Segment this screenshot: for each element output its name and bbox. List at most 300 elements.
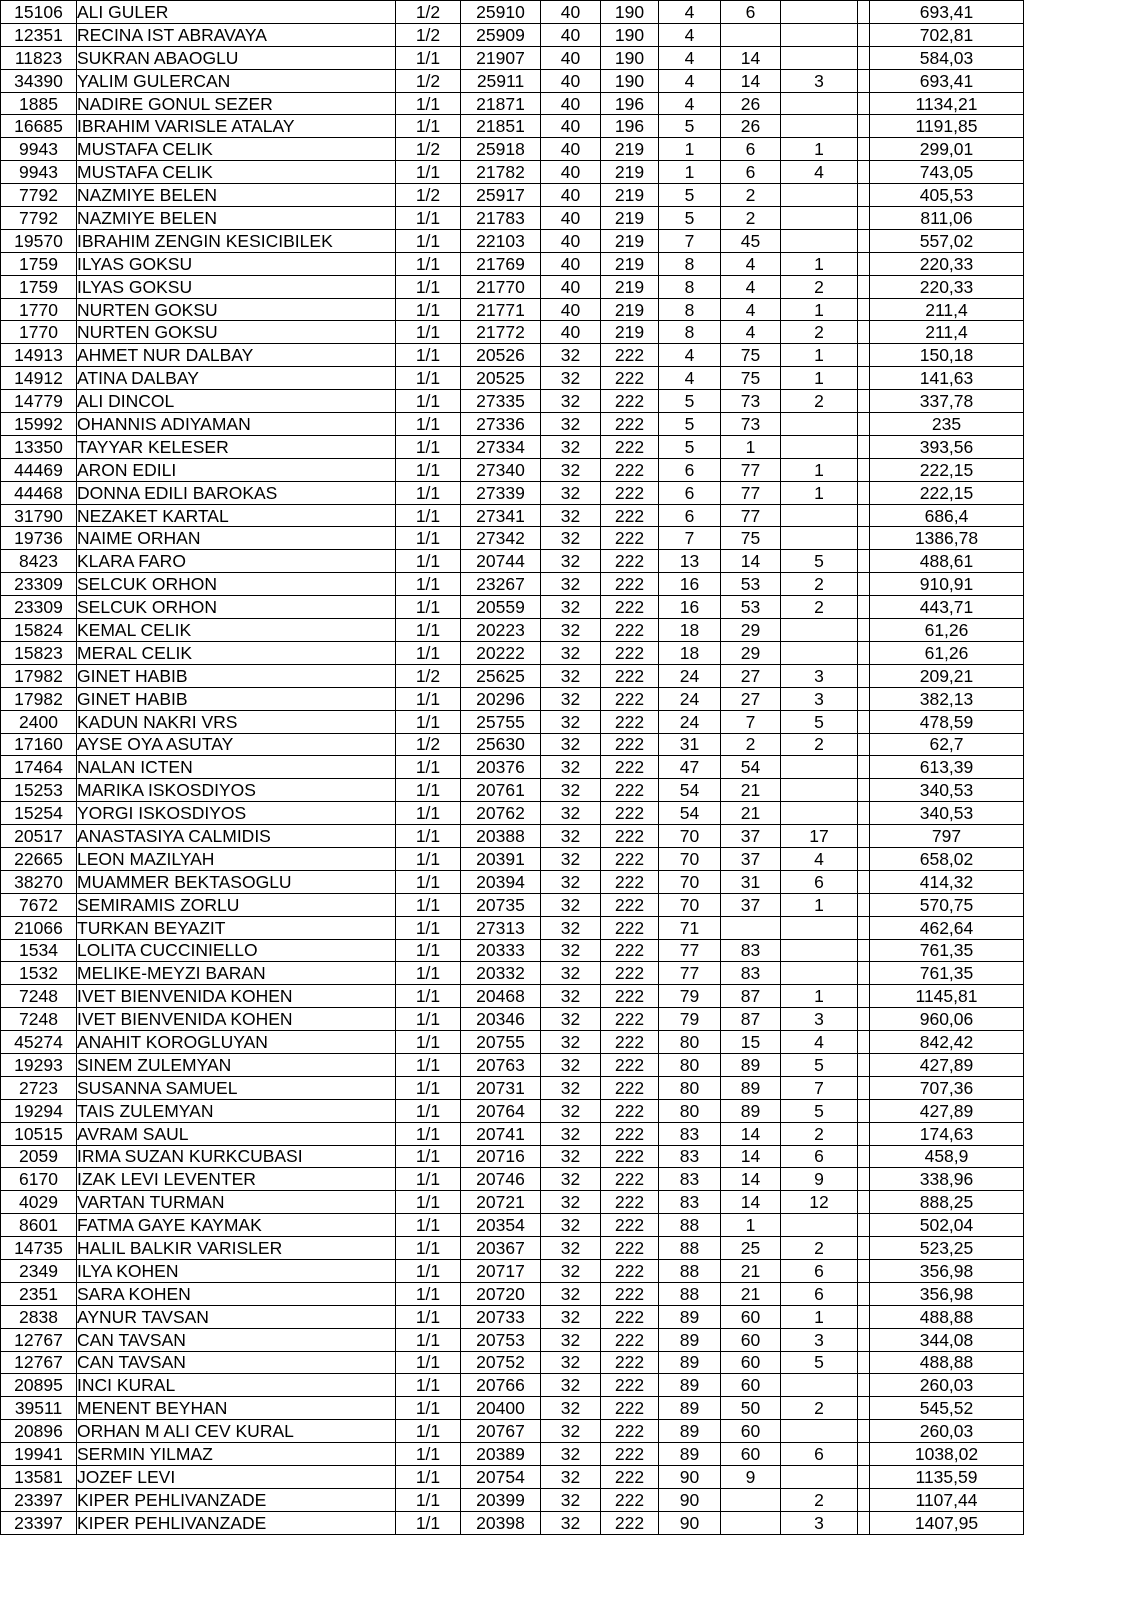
- code-b-cell: 219: [601, 207, 659, 230]
- table-row: [1, 641, 1024, 664]
- code-d-cell: 53: [721, 596, 781, 619]
- code-e-cell: [781, 641, 858, 664]
- code-d-cell: 89: [721, 1076, 781, 1099]
- code-e-cell: 2: [781, 390, 858, 413]
- code-a-cell: 32: [541, 573, 601, 596]
- code-c-cell: 77: [659, 939, 721, 962]
- spacer-cell: [858, 1168, 870, 1191]
- code-c-cell: 70: [659, 847, 721, 870]
- spacer-cell: [858, 344, 870, 367]
- spacer-cell: [858, 596, 870, 619]
- code-b-cell: 222: [601, 939, 659, 962]
- spacer-cell: [858, 1076, 870, 1099]
- code-a-cell: 32: [541, 1511, 601, 1534]
- table-row: [1, 870, 1024, 893]
- code-d-cell: 27: [721, 687, 781, 710]
- code-e-cell: 6: [781, 1259, 858, 1282]
- code-b-cell: 222: [601, 1259, 659, 1282]
- code-e-cell: 1: [781, 367, 858, 390]
- document-no-cell: 20721: [461, 1191, 541, 1214]
- code-d-cell: 9: [721, 1466, 781, 1489]
- name-cell: LOLITA CUCCINIELLO: [77, 939, 396, 962]
- name-cell: ORHAN M ALI CEV KURAL: [77, 1420, 396, 1443]
- code-a-cell: 32: [541, 550, 601, 573]
- document-no-cell: 27313: [461, 916, 541, 939]
- share-cell: 1/2: [396, 184, 461, 207]
- code-a-cell: 32: [541, 802, 601, 825]
- document-no-cell: 20720: [461, 1282, 541, 1305]
- code-d-cell: 37: [721, 825, 781, 848]
- code-a-cell: 32: [541, 710, 601, 733]
- code-e-cell: [781, 1214, 858, 1237]
- code-d-cell: 77: [721, 458, 781, 481]
- code-e-cell: 3: [781, 1511, 858, 1534]
- record-id-cell: 19293: [1, 1053, 77, 1076]
- document-no-cell: 20716: [461, 1145, 541, 1168]
- code-e-cell: 9: [781, 1168, 858, 1191]
- amount-cell: 209,21: [870, 664, 1024, 687]
- code-d-cell: 83: [721, 962, 781, 985]
- code-b-cell: 222: [601, 1145, 659, 1168]
- amount-cell: 1386,78: [870, 527, 1024, 550]
- code-c-cell: 89: [659, 1374, 721, 1397]
- code-b-cell: 222: [601, 1053, 659, 1076]
- spacer-cell: [858, 1305, 870, 1328]
- spacer-cell: [858, 92, 870, 115]
- code-a-cell: 32: [541, 1008, 601, 1031]
- spacer-cell: [858, 321, 870, 344]
- code-c-cell: 18: [659, 619, 721, 642]
- record-id-cell: 1532: [1, 962, 77, 985]
- code-e-cell: 2: [781, 1397, 858, 1420]
- spacer-cell: [858, 1237, 870, 1260]
- document-no-cell: 20764: [461, 1099, 541, 1122]
- record-id-cell: 14735: [1, 1237, 77, 1260]
- code-a-cell: 32: [541, 962, 601, 985]
- code-d-cell: 6: [721, 1, 781, 24]
- code-e-cell: [781, 115, 858, 138]
- record-id-cell: 2400: [1, 710, 77, 733]
- table-row: [1, 435, 1024, 458]
- share-cell: 1/1: [396, 1488, 461, 1511]
- code-b-cell: 222: [601, 1374, 659, 1397]
- amount-cell: 414,32: [870, 870, 1024, 893]
- spacer-cell: [858, 1511, 870, 1534]
- share-cell: 1/1: [396, 1374, 461, 1397]
- name-cell: CAN TAVSAN: [77, 1351, 396, 1374]
- amount-cell: 150,18: [870, 344, 1024, 367]
- spacer-cell: [858, 390, 870, 413]
- name-cell: GINET HABIB: [77, 687, 396, 710]
- code-c-cell: 83: [659, 1191, 721, 1214]
- code-e-cell: 5: [781, 1053, 858, 1076]
- record-id-cell: 7248: [1, 1008, 77, 1031]
- share-cell: 1/1: [396, 802, 461, 825]
- code-c-cell: 89: [659, 1305, 721, 1328]
- share-cell: 1/1: [396, 710, 461, 733]
- document-no-cell: 20559: [461, 596, 541, 619]
- table-row: [1, 962, 1024, 985]
- table-row: [1, 939, 1024, 962]
- record-id-cell: 15254: [1, 802, 77, 825]
- share-cell: 1/1: [396, 939, 461, 962]
- spacer-cell: [858, 641, 870, 664]
- table-row: [1, 1191, 1024, 1214]
- code-b-cell: 222: [601, 1008, 659, 1031]
- document-no-cell: 20761: [461, 779, 541, 802]
- record-id-cell: 7792: [1, 184, 77, 207]
- code-e-cell: [781, 527, 858, 550]
- share-cell: 1/1: [396, 435, 461, 458]
- amount-cell: 707,36: [870, 1076, 1024, 1099]
- code-b-cell: 219: [601, 161, 659, 184]
- spacer-cell: [858, 825, 870, 848]
- amount-cell: 337,78: [870, 390, 1024, 413]
- document-no-cell: 27334: [461, 435, 541, 458]
- spacer-cell: [858, 1443, 870, 1466]
- share-cell: 1/1: [396, 962, 461, 985]
- code-c-cell: 5: [659, 115, 721, 138]
- name-cell: KLARA FARO: [77, 550, 396, 573]
- spacer-cell: [858, 1328, 870, 1351]
- share-cell: 1/1: [396, 390, 461, 413]
- share-cell: 1/1: [396, 1259, 461, 1282]
- document-no-cell: 20468: [461, 985, 541, 1008]
- share-cell: 1/2: [396, 138, 461, 161]
- share-cell: 1/1: [396, 1305, 461, 1328]
- document-no-cell: 25755: [461, 710, 541, 733]
- amount-cell: 1038,02: [870, 1443, 1024, 1466]
- code-c-cell: 6: [659, 504, 721, 527]
- amount-cell: 1107,44: [870, 1488, 1024, 1511]
- code-b-cell: 222: [601, 756, 659, 779]
- code-b-cell: 222: [601, 573, 659, 596]
- code-c-cell: 54: [659, 802, 721, 825]
- code-a-cell: 40: [541, 229, 601, 252]
- share-cell: 1/1: [396, 641, 461, 664]
- record-id-cell: 23309: [1, 573, 77, 596]
- table-row: [1, 1374, 1024, 1397]
- document-no-cell: 20354: [461, 1214, 541, 1237]
- share-cell: 1/2: [396, 1, 461, 24]
- code-e-cell: [781, 184, 858, 207]
- share-cell: 1/1: [396, 1282, 461, 1305]
- code-e-cell: [781, 435, 858, 458]
- spacer-cell: [858, 802, 870, 825]
- code-c-cell: 8: [659, 252, 721, 275]
- code-e-cell: [781, 1420, 858, 1443]
- name-cell: TAIS ZULEMYAN: [77, 1099, 396, 1122]
- code-b-cell: 222: [601, 962, 659, 985]
- amount-cell: 545,52: [870, 1397, 1024, 1420]
- amount-cell: 61,26: [870, 641, 1024, 664]
- share-cell: 1/1: [396, 687, 461, 710]
- spacer-cell: [858, 367, 870, 390]
- name-cell: KADUN NAKRI VRS: [77, 710, 396, 733]
- name-cell: ALI DINCOL: [77, 390, 396, 413]
- name-cell: AVRAM SAUL: [77, 1122, 396, 1145]
- name-cell: AYSE OYA ASUTAY: [77, 733, 396, 756]
- amount-cell: 222,15: [870, 458, 1024, 481]
- spacer-cell: [858, 1145, 870, 1168]
- document-no-cell: 27341: [461, 504, 541, 527]
- code-d-cell: 60: [721, 1351, 781, 1374]
- code-e-cell: 2: [781, 1237, 858, 1260]
- share-cell: 1/1: [396, 916, 461, 939]
- document-no-cell: 20753: [461, 1328, 541, 1351]
- amount-cell: 443,71: [870, 596, 1024, 619]
- code-e-cell: [781, 779, 858, 802]
- spacer-cell: [858, 115, 870, 138]
- code-d-cell: 29: [721, 641, 781, 664]
- document-no-cell: 20222: [461, 641, 541, 664]
- code-e-cell: [781, 504, 858, 527]
- amount-cell: 502,04: [870, 1214, 1024, 1237]
- code-a-cell: 32: [541, 985, 601, 1008]
- code-c-cell: 83: [659, 1122, 721, 1145]
- code-a-cell: 32: [541, 1420, 601, 1443]
- table-row: [1, 46, 1024, 69]
- document-no-cell: 20394: [461, 870, 541, 893]
- code-d-cell: 14: [721, 1145, 781, 1168]
- share-cell: 1/1: [396, 1466, 461, 1489]
- code-a-cell: 32: [541, 1168, 601, 1191]
- code-d-cell: 2: [721, 207, 781, 230]
- share-cell: 1/2: [396, 69, 461, 92]
- name-cell: SERMIN YILMAZ: [77, 1443, 396, 1466]
- code-e-cell: 4: [781, 847, 858, 870]
- code-a-cell: 32: [541, 481, 601, 504]
- spacer-cell: [858, 1488, 870, 1511]
- record-id-cell: 20896: [1, 1420, 77, 1443]
- name-cell: VARTAN TURMAN: [77, 1191, 396, 1214]
- name-cell: ILYAS GOKSU: [77, 252, 396, 275]
- amount-cell: 488,88: [870, 1351, 1024, 1374]
- amount-cell: 686,4: [870, 504, 1024, 527]
- code-b-cell: 196: [601, 115, 659, 138]
- table-row: [1, 573, 1024, 596]
- code-e-cell: 3: [781, 687, 858, 710]
- code-d-cell: 25: [721, 1237, 781, 1260]
- record-id-cell: 22665: [1, 847, 77, 870]
- document-no-cell: 20763: [461, 1053, 541, 1076]
- code-a-cell: 40: [541, 321, 601, 344]
- spacer-cell: [858, 229, 870, 252]
- amount-cell: 1134,21: [870, 92, 1024, 115]
- table-row: [1, 390, 1024, 413]
- code-c-cell: 31: [659, 733, 721, 756]
- code-a-cell: 40: [541, 23, 601, 46]
- code-a-cell: 32: [541, 458, 601, 481]
- document-no-cell: 20223: [461, 619, 541, 642]
- amount-cell: 344,08: [870, 1328, 1024, 1351]
- amount-cell: 405,53: [870, 184, 1024, 207]
- code-c-cell: 70: [659, 870, 721, 893]
- amount-cell: 260,03: [870, 1420, 1024, 1443]
- table-row: [1, 1145, 1024, 1168]
- spacer-cell: [858, 756, 870, 779]
- table-row: [1, 1237, 1024, 1260]
- name-cell: NEZAKET KARTAL: [77, 504, 396, 527]
- amount-cell: 220,33: [870, 275, 1024, 298]
- code-e-cell: 5: [781, 1099, 858, 1122]
- table-row: [1, 229, 1024, 252]
- code-c-cell: 1: [659, 161, 721, 184]
- code-c-cell: 88: [659, 1237, 721, 1260]
- code-e-cell: 6: [781, 1145, 858, 1168]
- document-no-cell: 25909: [461, 23, 541, 46]
- amount-cell: 235: [870, 413, 1024, 436]
- document-no-cell: 20391: [461, 847, 541, 870]
- code-a-cell: 32: [541, 596, 601, 619]
- code-a-cell: 32: [541, 1305, 601, 1328]
- table-row: [1, 527, 1024, 550]
- record-id-cell: 16685: [1, 115, 77, 138]
- code-b-cell: 222: [601, 1282, 659, 1305]
- code-a-cell: 32: [541, 1214, 601, 1237]
- document-no-cell: 20526: [461, 344, 541, 367]
- record-id-cell: 14912: [1, 367, 77, 390]
- table-row: [1, 1031, 1024, 1054]
- amount-cell: 211,4: [870, 321, 1024, 344]
- share-cell: 1/1: [396, 46, 461, 69]
- spacer-cell: [858, 1099, 870, 1122]
- amount-cell: 523,25: [870, 1237, 1024, 1260]
- table-row: [1, 413, 1024, 436]
- code-a-cell: 32: [541, 1351, 601, 1374]
- code-e-cell: [781, 916, 858, 939]
- record-id-cell: 20517: [1, 825, 77, 848]
- code-e-cell: 3: [781, 664, 858, 687]
- table-row: [1, 138, 1024, 161]
- code-b-cell: 190: [601, 69, 659, 92]
- code-e-cell: 2: [781, 596, 858, 619]
- code-a-cell: 32: [541, 870, 601, 893]
- amount-cell: 1407,95: [870, 1511, 1024, 1534]
- record-id-cell: 19941: [1, 1443, 77, 1466]
- name-cell: ILYAS GOKSU: [77, 275, 396, 298]
- code-a-cell: 40: [541, 184, 601, 207]
- share-cell: 1/1: [396, 1099, 461, 1122]
- code-b-cell: 222: [601, 916, 659, 939]
- amount-cell: 340,53: [870, 779, 1024, 802]
- share-cell: 1/1: [396, 1076, 461, 1099]
- name-cell: LEON MAZILYAH: [77, 847, 396, 870]
- code-b-cell: 222: [601, 481, 659, 504]
- record-id-cell: 8601: [1, 1214, 77, 1237]
- code-a-cell: 32: [541, 687, 601, 710]
- table-row: [1, 1168, 1024, 1191]
- document-no-cell: 25917: [461, 184, 541, 207]
- code-b-cell: 222: [601, 687, 659, 710]
- document-no-cell: 20717: [461, 1259, 541, 1282]
- code-e-cell: 1: [781, 298, 858, 321]
- code-b-cell: 222: [601, 802, 659, 825]
- code-b-cell: 222: [601, 1466, 659, 1489]
- record-id-cell: 13581: [1, 1466, 77, 1489]
- code-b-cell: 222: [601, 1031, 659, 1054]
- code-c-cell: 6: [659, 481, 721, 504]
- table-row: [1, 1076, 1024, 1099]
- name-cell: IVET BIENVENIDA KOHEN: [77, 985, 396, 1008]
- code-c-cell: 79: [659, 1008, 721, 1031]
- spacer-cell: [858, 916, 870, 939]
- code-d-cell: [721, 1488, 781, 1511]
- record-id-cell: 17982: [1, 664, 77, 687]
- code-c-cell: 4: [659, 46, 721, 69]
- code-e-cell: [781, 229, 858, 252]
- code-b-cell: 222: [601, 710, 659, 733]
- record-id-cell: 9943: [1, 138, 77, 161]
- code-d-cell: 73: [721, 390, 781, 413]
- record-id-cell: 1759: [1, 252, 77, 275]
- document-no-cell: 21851: [461, 115, 541, 138]
- share-cell: 1/1: [396, 1008, 461, 1031]
- share-cell: 1/1: [396, 573, 461, 596]
- code-c-cell: 71: [659, 916, 721, 939]
- record-id-cell: 7248: [1, 985, 77, 1008]
- code-a-cell: 32: [541, 1374, 601, 1397]
- record-id-cell: 2838: [1, 1305, 77, 1328]
- record-id-cell: 9943: [1, 161, 77, 184]
- code-d-cell: 89: [721, 1053, 781, 1076]
- share-cell: 1/1: [396, 115, 461, 138]
- spacer-cell: [858, 985, 870, 1008]
- table-row: [1, 1, 1024, 24]
- record-id-cell: 21066: [1, 916, 77, 939]
- document-no-cell: 21772: [461, 321, 541, 344]
- name-cell: NURTEN GOKSU: [77, 298, 396, 321]
- code-d-cell: 27: [721, 664, 781, 687]
- document-no-cell: 20731: [461, 1076, 541, 1099]
- amount-cell: 888,25: [870, 1191, 1024, 1214]
- table-row: [1, 1008, 1024, 1031]
- record-id-cell: 8423: [1, 550, 77, 573]
- share-cell: 1/1: [396, 1443, 461, 1466]
- code-e-cell: 2: [781, 573, 858, 596]
- code-c-cell: 13: [659, 550, 721, 573]
- code-e-cell: 5: [781, 1351, 858, 1374]
- code-a-cell: 32: [541, 779, 601, 802]
- name-cell: IVET BIENVENIDA KOHEN: [77, 1008, 396, 1031]
- document-no-cell: 25630: [461, 733, 541, 756]
- code-e-cell: 6: [781, 1443, 858, 1466]
- record-id-cell: 44468: [1, 481, 77, 504]
- name-cell: ATINA DALBAY: [77, 367, 396, 390]
- spacer-cell: [858, 138, 870, 161]
- table-row: [1, 802, 1024, 825]
- code-c-cell: 4: [659, 92, 721, 115]
- name-cell: JOZEF LEVI: [77, 1466, 396, 1489]
- document-no-cell: 20400: [461, 1397, 541, 1420]
- amount-cell: 1145,81: [870, 985, 1024, 1008]
- code-e-cell: [781, 802, 858, 825]
- record-id-cell: 34390: [1, 69, 77, 92]
- code-c-cell: 5: [659, 413, 721, 436]
- code-b-cell: 222: [601, 1168, 659, 1191]
- spacer-cell: [858, 184, 870, 207]
- spacer-cell: [858, 939, 870, 962]
- amount-cell: 141,63: [870, 367, 1024, 390]
- code-a-cell: 40: [541, 46, 601, 69]
- name-cell: NAZMIYE BELEN: [77, 184, 396, 207]
- record-id-cell: 14779: [1, 390, 77, 413]
- record-id-cell: 7672: [1, 893, 77, 916]
- document-no-cell: 25625: [461, 664, 541, 687]
- code-c-cell: 18: [659, 641, 721, 664]
- code-c-cell: 80: [659, 1076, 721, 1099]
- code-c-cell: 4: [659, 344, 721, 367]
